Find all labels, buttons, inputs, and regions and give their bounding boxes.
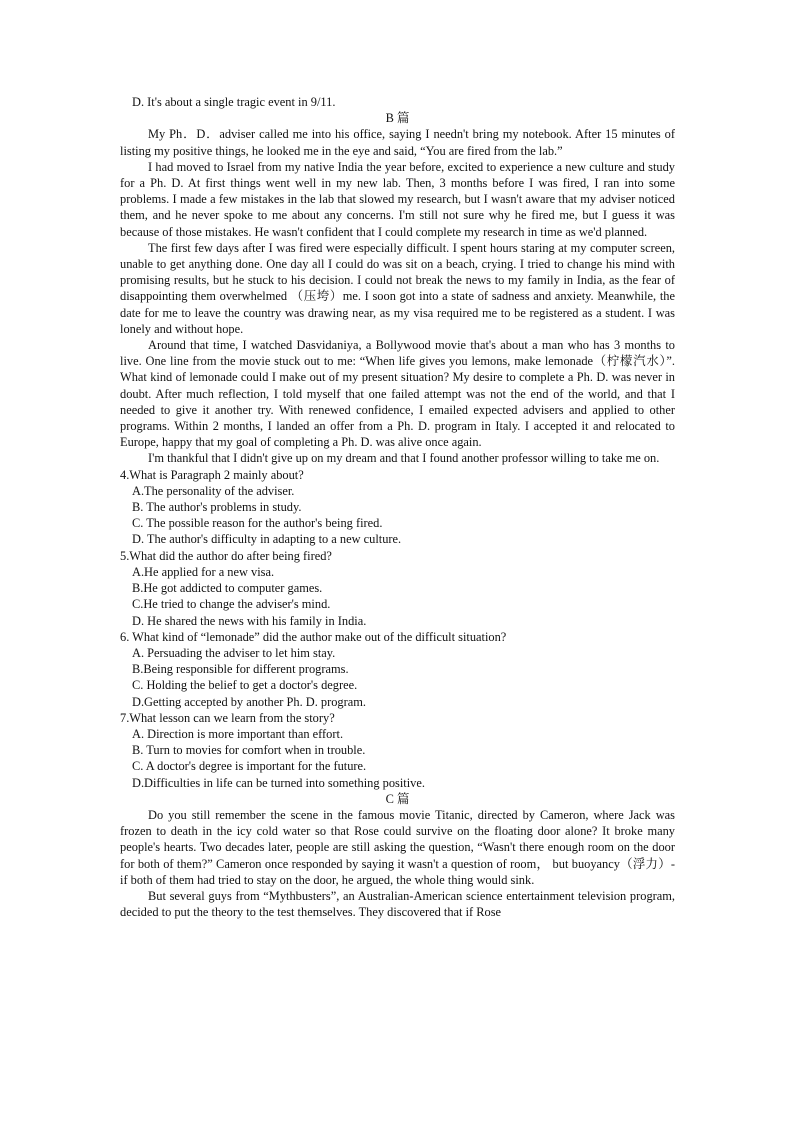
- question-option: B. The author's problems in study.: [132, 500, 302, 515]
- question-option: A. Direction is more important than effort.: [132, 726, 344, 741]
- paragraph: I had moved to Israel from my native India the year before, excited to experience a new culture and study for a Ph. D. At first things went well in my new lab. Then, 3 months before I was fired, I ran into some problems. I made a few mistakes in the lab that slowed my research, but I wasn't aware that my adviser noticed them, and he never spoke to me about any concerns. I'm still not sure why he fired me, but I guess it was because of those mistakes. He wasn't confident that I could complete my research in time as we'd planned.: [120, 159, 675, 239]
- paragraph: Around that time, I watched Dasvidaniya, a Bollywood movie that's about a man who has 3 months to live. One line from the movie stuck out to me: “When life gives you lemons, make lemonade（柠檬汽水）”. What kind of lemonade could I make out of my present situation? My desire to complete a Ph. D. was never in doubt. After much reflection, I told myself that one failed attempt was not the end of the world, and that I needed to give it another try. With renewed confidence, I emailed expected advisers and applied to other programs. Within 2 months, I landed an offer from a Ph. D. program in Italy. I accepted it and relocated to Europe, happy that my goal of completing a Ph. D. was alive once again.: [120, 338, 675, 450]
- question-option: B.Being responsible for different programs.: [132, 662, 349, 677]
- question-stem: 5.What did the author do after being fired?: [120, 548, 332, 563]
- section-b-passage: [120, 126, 675, 466]
- question-option: A.The personality of the adviser.: [132, 483, 295, 498]
- question-option: D. The author's difficulty in adapting to a new culture.: [132, 532, 402, 547]
- paragraph: But several guys from “Mythbusters”, an Australian-American science entertainment television program, decided to put the theory to the test themselves. They discovered that if Rose: [120, 888, 675, 920]
- question-stem: 6. What kind of “lemonade” did the author make out of the difficult situation?: [120, 629, 507, 644]
- section-c-heading: C 篇: [385, 791, 410, 806]
- section-a-option-d: D. It's about a single tragic event in 9/11.: [132, 95, 336, 109]
- question-option: D.Getting accepted by another Ph. D. program.: [132, 694, 366, 709]
- document-page: [120, 94, 675, 920]
- question-stem: 7.What lesson can we learn from the story?: [120, 710, 335, 725]
- question-option: B.He got addicted to computer games.: [132, 581, 323, 596]
- question-option: C.He tried to change the adviser's mind.: [132, 597, 331, 612]
- section-c-passage: [120, 807, 675, 920]
- question-stem: 4.What is Paragraph 2 mainly about?: [120, 467, 304, 482]
- question-option: C. Holding the belief to get a doctor's degree.: [132, 678, 358, 693]
- question: [120, 629, 675, 710]
- paragraph: The first few days after I was fired were especially difficult. I spent hours staring at my computer screen, unable to get anything done. One day all I could do was sit on a beach, crying. I tried to change his mind with promising results, but he stuck to his decision. I could not break the news to my family in India, as the fear of disappointing them overwhelmed （压垮）me. I soon got into a state of sadness and anxiety. Meanwhile, the date for me to leave the country was drawing near, as my visa required me to be registered as a student. I was lonely and without hope.: [120, 240, 675, 336]
- question: [120, 467, 675, 548]
- question: [120, 548, 675, 629]
- question: [120, 710, 675, 791]
- paragraph: My Ph．D．adviser called me into his office, saying I needn't bring my notebook. After 15 minutes of listing my positive things, he looked me in the eye and said, “You are fired from the lab.”: [120, 127, 675, 158]
- paragraph: Do you still remember the scene in the famous movie Titanic, directed by Cameron, where Jack was frozen to death in the icy cold water so that Rose could survive on the floating door alone? It broke many people's hearts. Two decades later, people are still asking the question, “Wasn't there enough room on the door for both of them?” Cameron once responded by saying it wasn't a question of room， but buoyancy（浮力）-if both of them had tried to stay on the door, he argued, the whole thing would sink.: [120, 807, 675, 887]
- question-option: D. He shared the news with his family in India.: [132, 613, 367, 628]
- paragraph: I'm thankful that I didn't give up on my dream and that I found another professor willing to take me on.: [148, 451, 660, 466]
- question-option: C. The possible reason for the author's being fired.: [132, 516, 383, 531]
- section-b-questions: [120, 467, 675, 791]
- question-option: C. A doctor's degree is important for the future.: [132, 759, 367, 774]
- question-option: B. Turn to movies for comfort when in trouble.: [132, 743, 366, 758]
- question-option: D.Difficulties in life can be turned into something positive.: [132, 775, 425, 790]
- question-option: A. Persuading the adviser to let him stay.: [132, 645, 336, 660]
- section-b-heading: B 篇: [385, 111, 410, 126]
- question-option: A.He applied for a new visa.: [132, 564, 275, 579]
